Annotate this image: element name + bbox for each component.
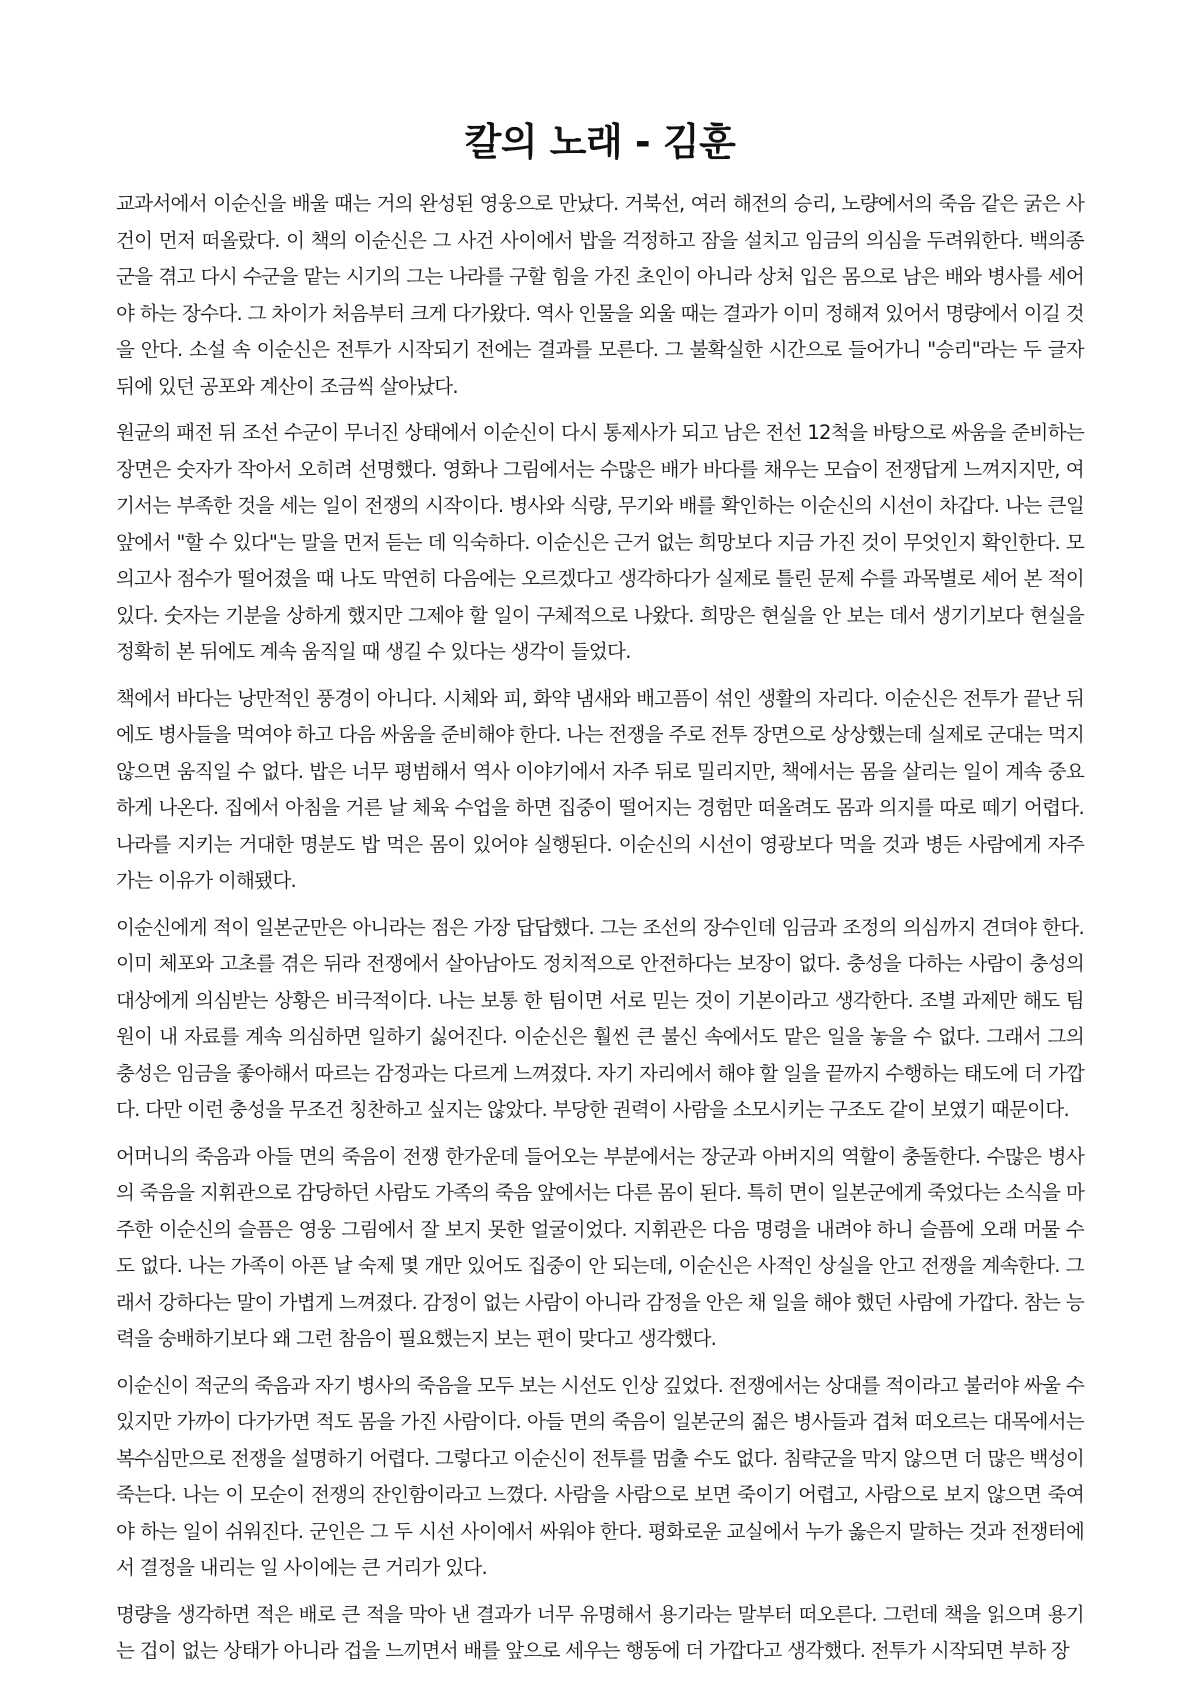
document-title: 칼의 노래 - 김훈	[464, 120, 736, 164]
body-paragraph: 교과서에서 이순신을 배울 때는 거의 완성된 영웅으로 만났다. 거북선, 여러 해전의 승리, 노량에서의 죽음 같은 굵은 사건이 먼저 떠올랐다. 이 책의 이순신은 그 사건 사이에서 밥을 걱정하고 잠을 설치고 임금의 의심을 두려워한다. 백의종군을 겪고 다시 수군을 맡는 시기의 그는 나라를 구할 힘을 가진 초인이 아니라 상처 입은 몸으로 남은 배와 병사를 세어야 하는 장수다. 그 차이가 처음부터 크게 다가왔다. 역사 인물을 외울 때는 결과가 이미 정해져 있어서 명량에서 이길 것을 안다. 소설 속 이순신은 전투가 시작되기 전에는 결과를 모른다. 그 불확실한 시간으로 들어가니 "승리"라는 두 글자 뒤에 있던 공포와 계산이 조금씩 살아났다.	[116, 192, 1084, 398]
body-paragraph: 책에서 바다는 낭만적인 풍경이 아니다. 시체와 피, 화약 냄새와 배고픔이 섞인 생활의 자리다. 이순신은 전투가 끝난 뒤에도 병사들을 먹여야 하고 다음 싸움을 준비해야 한다. 나는 전쟁을 주로 전투 장면으로 상상했는데 실제로 군대는 먹지 않으면 움직일 수 없다. 밥은 너무 평범해서 역사 이야기에서 자주 뒤로 밀리지만, 책에서는 몸을 살리는 일이 계속 중요하게 나온다. 집에서 아침을 거른 날 체육 수업을 하면 집중이 떨어지는 경험만 떠올려도 몸과 의지를 따로 떼기 어렵다. 나라를 지키는 거대한 명분도 밥 먹은 몸이 있어야 실행된다. 이순신의 시선이 영광보다 먹을 것과 병든 사람에게 자주 가는 이유가 이해됐다.	[116, 686, 1084, 892]
body-paragraph: 어머니의 죽음과 아들 면의 죽음이 전쟁 한가운데 들어오는 부분에서는 장군과 아버지의 역할이 충돌한다. 수많은 병사의 죽음을 지휘관으로 감당하던 사람도 가족의 죽음 앞에서는 다른 몸이 된다. 특히 면이 일본군에게 죽었다는 소식을 마주한 이순신의 슬픔은 영웅 그림에서 잘 보지 못한 얼굴이었다. 지휘관은 다음 명령을 내려야 하니 슬픔에 오래 머물 수도 없다. 나는 가족이 아픈 날 숙제 몇 개만 있어도 집중이 안 되는데, 이순신은 사적인 상실을 안고 전쟁을 계속한다. 그래서 강하다는 말이 가볍게 느껴졌다. 감정이 없는 사람이 아니라 감정을 안은 채 일을 해야 했던 사람에 가깝다. 참는 능력을 숭배하기보다 왜 그런 참음이 필요했는지 보는 편이 맞다고 생각했다.	[116, 1144, 1084, 1350]
body-paragraph: 원균의 패전 뒤 조선 수군이 무너진 상태에서 이순신이 다시 통제사가 되고 남은 전선 12척을 바탕으로 싸움을 준비하는 장면은 숫자가 작아서 오히려 선명했다. 영화나 그림에서는 수많은 배가 바다를 채우는 모습이 전쟁답게 느껴지지만, 여기서는 부족한 것을 세는 일이 전쟁의 시작이다. 병사와 식량, 무기와 배를 확인하는 이순신의 시선이 차갑다. 나는 큰일 앞에서 "할 수 있다"는 말을 먼저 듣는 데 익숙하다. 이순신은 근거 없는 희망보다 지금 가진 것이 무엇인지 확인한다. 모의고사 점수가 떨어졌을 때 나도 막연히 다음에는 오르겠다고 생각하다가 실제로 틀린 문제 수를 과목별로 세어 본 적이 있다. 숫자는 기분을 상하게 했지만 그제야 할 일이 구체적으로 나왔다. 희망은 현실을 안 보는 데서 생기기보다 현실을 정확히 본 뒤에도 계속 움직일 때 생길 수 있다는 생각이 들었다.	[116, 421, 1084, 663]
body-paragraph: 이순신에게 적이 일본군만은 아니라는 점은 가장 답답했다. 그는 조선의 장수인데 임금과 조정의 의심까지 견뎌야 한다. 이미 체포와 고초를 겪은 뒤라 전쟁에서 살아남아도 정치적으로 안전하다는 보장이 없다. 충성을 다하는 사람이 충성의 대상에게 의심받는 상황은 비극적이다. 나는 보통 한 팀이면 서로 믿는 것이 기본이라고 생각한다. 조별 과제만 해도 팀원이 내 자료를 계속 의심하면 일하기 싫어진다. 이순신은 훨씬 큰 불신 속에서도 맡은 일을 놓을 수 없다. 그래서 그의 충성은 임금을 좋아해서 따르는 감정과는 다르게 느껴졌다. 자기 자리에서 해야 할 일을 끝까지 수행하는 태도에 더 가깝다. 다만 이런 충성을 무조건 칭찬하고 싶지는 않았다. 부당한 권력이 사람을 소모시키는 구조도 같이 보였기 때문이다.	[116, 915, 1084, 1121]
document-page	[116, 112, 1084, 1680]
body-paragraph: 명량을 생각하면 적은 배로 큰 적을 막아 낸 결과가 너무 유명해서 용기라는 말부터 떠오른다. 그런데 책을 읽으며 용기는 겁이 없는 상태가 아니라 겁을 느끼면서 배를 앞으로 세우는 행동에 더 가깝다고 생각했다. 전투가 시작되면 부하 장	[116, 1602, 1084, 1662]
body-paragraph: 이순신이 적군의 죽음과 자기 병사의 죽음을 모두 보는 시선도 인상 깊었다. 전쟁에서는 상대를 적이라고 불러야 싸울 수 있지만 가까이 다가가면 적도 몸을 가진 사람이다. 아들 면의 죽음이 일본군의 젊은 병사들과 겹쳐 떠오르는 대목에서는 복수심만으로 전쟁을 설명하기 어렵다. 그렇다고 이순신이 전투를 멈출 수도 없다. 침략군을 막지 않으면 더 많은 백성이 죽는다. 나는 이 모순이 전쟁의 잔인함이라고 느꼈다. 사람을 사람으로 보면 죽이기 어렵고, 사람으로 보지 않으면 죽여야 하는 일이 쉬워진다. 군인은 그 두 시선 사이에서 싸워야 한다. 평화로운 교실에서 누가 옳은지 말하는 것과 전쟁터에서 결정을 내리는 일 사이에는 큰 거리가 있다.	[116, 1373, 1085, 1579]
